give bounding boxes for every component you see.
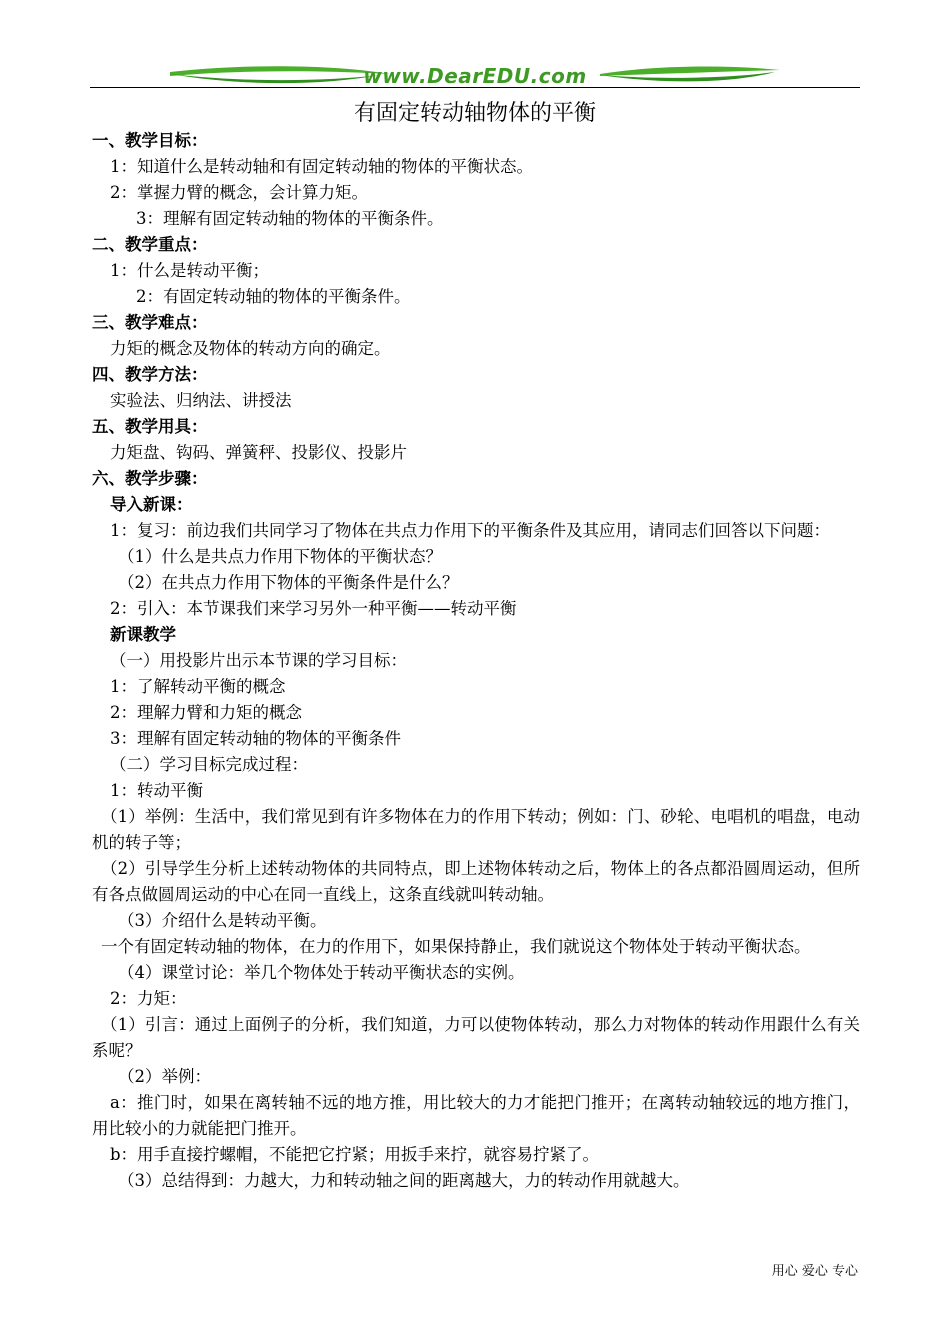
section-heading: 六、教学步骤： [92,469,208,488]
section-heading: 导入新课： [110,495,193,514]
body-line: 1：什么是转动平衡； [110,261,269,280]
section-heading: 一、教学目标： [92,131,208,150]
body-line: （3）介绍什么是转动平衡。 [118,911,327,930]
body-line: 一个有固定转动轴的物体，在力的作用下，如果保持静止，我们就说这个物体处于转动平衡状态。 [101,937,811,956]
section-heading: 新课教学 [110,625,176,644]
section-heading: 二、教学重点： [92,235,208,254]
body-line: （2）举例： [118,1067,211,1086]
body-line: （2）在共点力作用下物体的平衡条件是什么？ [118,573,459,592]
body-line: （1）什么是共点力作用下物体的平衡状态？ [118,547,442,566]
body-line: 力矩的概念及物体的转动方向的确定。 [110,339,391,358]
header-banner [90,62,860,90]
footer-slogan: 用心 爱心 专心 [771,1264,858,1279]
body-line: 2：引入：本节课我们来学习另外一种平衡——转动平衡 [110,599,517,618]
body-line: 2：理解力臂和力矩的概念 [110,703,302,722]
body-line: （一）用投影片出示本节课的学习目标： [110,651,407,670]
body-line: a：推门时，如果在离转轴不远的地方推，用比较大的力才能把门推开；在离转动轴较远的地方推门，用比较小的力就能把门推开。 [92,1093,860,1138]
document-body [92,128,860,1194]
body-line: 3：理解有固定转动轴的物体的平衡条件。 [136,209,444,228]
body-line: 力矩盘、钩码、弹簧秤、投影仪、投影片 [110,443,407,462]
body-line: 2：有固定转动轴的物体的平衡条件。 [136,287,411,306]
section-heading: 五、教学用具： [92,417,208,436]
site-logo-text: www.DearEDU.com [363,64,587,88]
body-line: 1：知道什么是转动轴和有固定转动轴的物体的平衡状态。 [110,157,533,176]
section-heading: 三、教学难点： [92,313,208,332]
body-line: 1：转动平衡 [110,781,203,800]
body-line: （二）学习目标完成过程： [110,755,308,774]
body-line: （3）总结得到：力越大，力和转动轴之间的距离越大，力的转动作用就越大。 [118,1171,690,1190]
document-title: 有固定转动轴物体的平衡 [353,101,596,126]
body-line: b：用手直接拧螺帽，不能把它拧紧；用扳手来拧，就容易拧紧了。 [110,1145,600,1164]
body-line: 1：了解转动平衡的概念 [110,677,286,696]
header-divider [90,87,860,88]
body-line: （1）举例：生活中，我们常见到有许多物体在力的作用下转动；例如：门、砂轮、电唱机的唱盘，电动机的转子等； [92,807,860,852]
body-line: 2：力矩： [110,989,187,1008]
body-line: 2：掌握力臂的概念，会计算力矩。 [110,183,368,202]
body-line: 3：理解有固定转动轴的物体的平衡条件 [110,729,401,748]
body-line: 实验法、归纳法、讲授法 [110,391,292,410]
section-heading: 四、教学方法： [92,365,208,384]
body-line: （1）引言：通过上面例子的分析，我们知道，力可以使物体转动，那么力对物体的转动作用跟什么有关系呢？ [92,1015,860,1060]
body-line: （4）课堂讨论：举几个物体处于转动平衡状态的实例。 [118,963,525,982]
body-line: （2）引导学生分析上述转动物体的共同特点，即上述物体转动之后，物体上的各点都沿圆周运动，但所有各点做圆周运动的中心在同一直线上，这条直线就叫转动轴。 [92,859,860,904]
body-line: 1：复习：前边我们共同学习了物体在共点力作用下的平衡条件及其应用，请同志们回答以下问题： [110,521,830,540]
